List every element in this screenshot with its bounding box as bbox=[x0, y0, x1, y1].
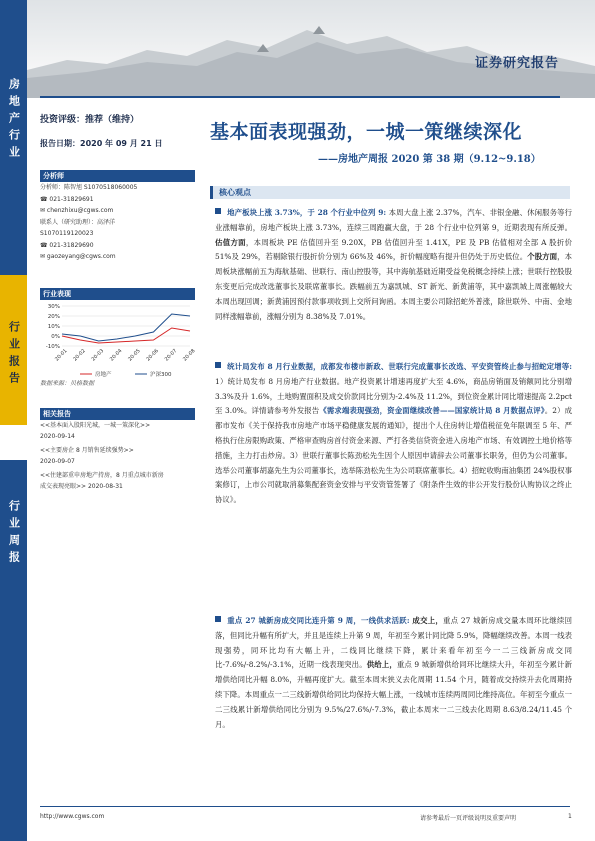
bullet-icon bbox=[215, 208, 221, 214]
footer-disclaimer: 请参考最后一页评级说明及重要声明 bbox=[420, 815, 517, 822]
related-date: 2020-09-14 bbox=[40, 433, 75, 440]
great-wall-illustration bbox=[27, 0, 595, 98]
para-body: 1）统计局发布 8 月房地产行业数据。地产投资累计增速再度扩大至 4.6%，商品房销面及销额同比分别增 3.3%及升 1.6%，土地购置面积及成交价款同比分别为-2.4%及 11.2%，到位资金累计同比增速提高 2.2pct 至 3.0%。详情请参考外发报告 bbox=[215, 376, 572, 416]
legend-label: 房地产 bbox=[95, 372, 112, 378]
chart-heading: 行业表现 bbox=[40, 288, 195, 300]
para-body: ，本周板块 PE 估值回升至 9.20X，PB 估值回升至 1.41X，PE 及 PB 估值相对全部 A 股折价 51%及 29%，若剔除银行股折价分别为 66%及 46%，折价幅度略有提升但仍处于历史低位。 bbox=[215, 237, 572, 262]
page-number: 1 bbox=[568, 813, 572, 820]
analyst-section bbox=[40, 170, 195, 263]
sidebar-top bbox=[0, 0, 27, 275]
analyst-line: 分析师：陈智旭 S1070518060005 bbox=[40, 184, 138, 191]
related-item[interactable]: 成交表现亮眼>> 2020-08-31 bbox=[40, 483, 123, 490]
para-lead: 统计局发布 8 月行业数据，成都发布楼市新政、世联行完成董事长改选、平安资管终止参与招蛇定增等: bbox=[227, 362, 572, 371]
chart-source: 数据来源：贝格数据 bbox=[40, 380, 95, 387]
paragraph-policy bbox=[215, 360, 572, 508]
paragraph-market bbox=[215, 206, 572, 324]
sidebar-mid-label: 行业报告 bbox=[7, 321, 21, 389]
para-body: 。2）成都市发布《关于保持我市房地产市场平稳健康发展的通知》，提出个人住房转让增值税征免年限调至 5 年、严格执行住房限购政策、严格审查购房首付资金来源、严打各类信贷资金进入房地产市场、有效调控土地价格等措施，主力打击炒房。3）世联行董事长陈劲松先生因个人原因申请辞去公司董事长职务，但仍为公司董事。选举公司董事胡嘉先生为公司董事长，选举陈劲松先生为公司联席董事长。4）招蛇收购南油集团 24%股权事案修订，上市公司就取消募集配套资金安排与平安资管签署了《附条件生效的非公开发行股份认购协议之终止协议》。 bbox=[215, 406, 573, 505]
left-sidebar bbox=[0, 0, 27, 841]
related-heading: 相关报告 bbox=[40, 408, 195, 420]
header-divider bbox=[40, 96, 560, 98]
x-tick-label: 20-08 bbox=[182, 348, 197, 363]
related-item[interactable]: <<基本面入股阳光城，一城一策深化>> bbox=[40, 422, 151, 429]
bullet-icon bbox=[215, 362, 221, 368]
bullet-icon bbox=[215, 616, 221, 622]
para-body: 本周大盘上涨 2.37%，汽车、非银金融、休闲服务等行业涨幅靠前，房地产板块上涨 3.73%，连续三周跑赢大盘，于 28 个行业中位列第 9，近期表现有所反弹。 bbox=[215, 208, 572, 232]
y-tick-label: -10% bbox=[45, 344, 60, 350]
para-body: 重点 27 城新房成交量本周环比继续回落，但同比升幅有所扩大，并且是连续上升第 9 周，年初至今累计同比降 5.9%，降幅继续改善。本周一线表现强势，同环比均有大幅上升，二线同比继续下降，累计来看年初至今一二三线新房成交同比-7.6%/-8.2%/-3.1%，近期一线表现突出。 bbox=[215, 616, 573, 670]
x-tick-label: 20-05 bbox=[127, 348, 142, 363]
y-tick-label: 10% bbox=[47, 324, 60, 330]
industry-performance-chart bbox=[40, 300, 195, 380]
investment-rating: 投资评级：推荐（维持） bbox=[40, 115, 140, 125]
analyst-heading: 分析师 bbox=[40, 170, 195, 182]
footer-divider bbox=[40, 806, 570, 807]
para-subhead: 个股方面 bbox=[527, 252, 558, 262]
x-tick-label: 20-03 bbox=[90, 348, 106, 363]
para-subhead: 成交上， bbox=[409, 616, 443, 625]
related-item[interactable]: <<住建部重申房地产持房，8 月重点城市新房 bbox=[40, 472, 164, 479]
analyst-email[interactable]: ✉ chenzhixu@cgws.com bbox=[40, 207, 114, 214]
x-tick-label: 20-04 bbox=[108, 348, 124, 363]
y-tick-label: 20% bbox=[47, 314, 60, 320]
series-line bbox=[62, 314, 190, 341]
y-tick-label: 30% bbox=[47, 304, 60, 310]
y-tick-label: 0% bbox=[51, 334, 60, 340]
x-tick-label: 20-02 bbox=[72, 348, 87, 363]
para-link[interactable]: 《需求端表现强劲，资金面继续改善——国家统计局 8 月数据点评》 bbox=[319, 406, 545, 416]
industry-chart-section bbox=[40, 288, 195, 384]
related-reports-section bbox=[40, 408, 195, 492]
para-lead: 重点 27 城新房成交同比连升第 9 周，一线供求活跃: bbox=[227, 616, 410, 625]
sidebar-bottom-label: 行业周报 bbox=[7, 500, 21, 568]
sidebar-mid bbox=[0, 275, 27, 425]
report-type-label: 证券研究报告 bbox=[474, 56, 559, 71]
x-tick-label: 20-07 bbox=[163, 348, 179, 363]
para-body: ，本周板块涨幅前五为海航基础、世联行、南山控股等，其中海航基础近期受益免税概念持续上涨；世联行控股股东变更后完成改选董事长及联席董事长。跌幅前五为嘉凯城、ST 新光、新黄浦等，其中嘉凯城上周涨幅较大本周出现回调；新黄浦因预付款事项收到上交所问询函。本周主要公司除招蛇外普涨，除世联外、中南、金地同样涨幅靠前，涨幅分别为 8.38%及 7.01%。 bbox=[215, 252, 572, 321]
report-subtitle: ——房地产周报 2020 第 38 期（9.12~9.18） bbox=[318, 154, 541, 165]
series-line bbox=[62, 328, 190, 343]
contact-phone: ☎ 021-31829690 bbox=[40, 241, 94, 249]
x-tick-label: 20-01 bbox=[54, 348, 69, 363]
paragraph-transactions bbox=[215, 614, 572, 732]
sidebar-top-label: 房地产行业 bbox=[7, 78, 21, 163]
contact-line: 联系人（研究助理）：高泽洋 bbox=[40, 218, 116, 226]
contact-id: S1070119120023 bbox=[40, 230, 94, 237]
x-tick-label: 20-06 bbox=[145, 348, 160, 363]
analyst-phone: ☎ 021-31829691 bbox=[40, 195, 94, 203]
related-item[interactable]: <<主要房企 8 月销售延续强势>> bbox=[40, 447, 134, 454]
header-banner bbox=[27, 0, 595, 98]
core-view-heading: 核心观点 bbox=[210, 186, 570, 199]
para-subhead: 供给上， bbox=[366, 660, 397, 670]
para-subhead: 估值方面 bbox=[215, 237, 246, 247]
contact-email[interactable]: ✉ gaozeyang@cgws.com bbox=[40, 253, 116, 260]
footer-url[interactable]: http://www.cgws.com bbox=[40, 813, 105, 820]
legend-label: 沪深300 bbox=[150, 372, 172, 378]
sidebar-bottom bbox=[0, 460, 27, 841]
report-date: 报告日期：2020 年 09 月 21 日 bbox=[40, 139, 163, 148]
para-lead: 地产板块上涨 3.73%，于 28 个行业中位列 9: bbox=[227, 208, 387, 217]
related-date: 2020-09-07 bbox=[40, 458, 75, 465]
report-title: 基本面表现强劲，一城一策继续深化 bbox=[210, 121, 523, 143]
para-body: 重点 9 城新增供给同环比继续大升，年初至今累计新增供给同比升幅 8.0%，升幅再度扩大。截至本周末狭义去化周期 11.54 个月，随着成交持续升去化周期持续下降。本周重点一二三线新增供给同比均保持大幅上涨，一线城市连续两周同比维持高位。年初至今重点一二三线累计新增供给同比分别为 9.5%/27.6%/-7.3%，截止本周末一二三线去化周期 8.63/8.24/11.45 个月。 bbox=[215, 660, 572, 729]
